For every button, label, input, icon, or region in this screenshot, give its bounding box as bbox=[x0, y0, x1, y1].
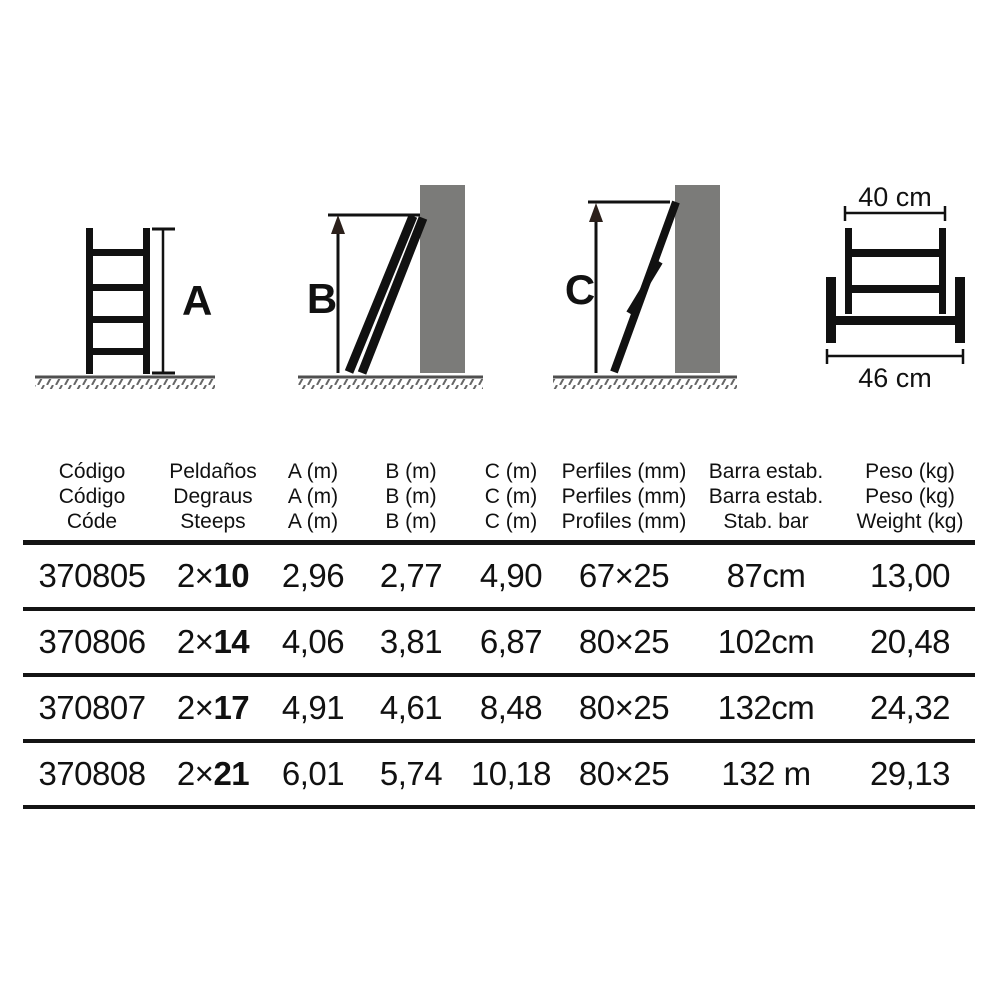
cell-code: 370808 bbox=[38, 755, 146, 792]
top-width-label: 40 cm bbox=[858, 182, 932, 212]
ground-hatching bbox=[553, 377, 737, 389]
cell-code: 370807 bbox=[38, 689, 146, 726]
cell-steps: 2×21 bbox=[176, 755, 250, 792]
table-row bbox=[23, 611, 975, 677]
cell-profiles: 80×25 bbox=[578, 755, 670, 792]
ladder-height-c-diagram bbox=[540, 175, 760, 400]
leaning-ladder-icon bbox=[349, 216, 423, 373]
cell-code: 370805 bbox=[38, 557, 146, 594]
diagram-c-label: C bbox=[564, 266, 596, 313]
cell-a: 2,96 bbox=[281, 557, 345, 594]
ladder-height-b-diagram bbox=[280, 175, 500, 400]
ladder-width-diagram bbox=[800, 175, 985, 400]
ground-hatching bbox=[298, 377, 483, 389]
cell-weight: 20,48 bbox=[869, 623, 951, 660]
cell-stab-bar: 132cm bbox=[717, 689, 815, 726]
wall bbox=[420, 185, 465, 373]
column-header-weight: Peso (kg) Peso (kg) Weight (kg) bbox=[856, 460, 964, 533]
column-header-code: Código Código Códe bbox=[58, 460, 126, 533]
cell-code: 370806 bbox=[38, 623, 146, 660]
column-header-a: A (m) A (m) A (m) bbox=[287, 460, 339, 533]
column-header-stab-bar: Barra estab. Barra estab. Stab. bar bbox=[708, 460, 824, 533]
cell-a: 4,06 bbox=[281, 623, 345, 660]
cell-b: 3,81 bbox=[379, 623, 443, 660]
cell-steps: 2×14 bbox=[176, 623, 250, 660]
cell-c: 6,87 bbox=[479, 623, 543, 660]
cell-stab-bar: 87cm bbox=[726, 557, 806, 594]
cell-b: 2,77 bbox=[379, 557, 443, 594]
diagram-b-label: B bbox=[306, 275, 338, 322]
extended-ladder-icon bbox=[614, 202, 676, 372]
wall bbox=[675, 185, 720, 373]
cell-stab-bar: 132 m bbox=[721, 755, 811, 792]
column-header-c: C (m) C (m) C (m) bbox=[484, 460, 538, 533]
column-header-b: B (m) B (m) B (m) bbox=[385, 460, 437, 533]
cell-profiles: 80×25 bbox=[578, 689, 670, 726]
cell-c: 10,18 bbox=[470, 755, 552, 792]
table-row bbox=[23, 677, 975, 743]
cell-stab-bar: 102cm bbox=[717, 623, 815, 660]
cell-steps: 2×17 bbox=[176, 689, 250, 726]
column-header-profiles: Perfiles (mm) Perfiles (mm) Profiles (mm) bbox=[561, 460, 687, 533]
column-header-steps: Peldaños Degraus Steeps bbox=[169, 460, 257, 533]
cell-weight: 24,32 bbox=[869, 689, 951, 726]
cell-b: 4,61 bbox=[379, 689, 443, 726]
cell-c: 4,90 bbox=[479, 557, 543, 594]
cell-b: 5,74 bbox=[379, 755, 443, 792]
spec-table bbox=[23, 455, 975, 809]
inner-section-icon bbox=[845, 228, 946, 314]
table-row bbox=[23, 743, 975, 809]
cell-profiles: 80×25 bbox=[578, 623, 670, 660]
cell-a: 6,01 bbox=[281, 755, 345, 792]
cell-steps: 2×10 bbox=[176, 557, 250, 594]
bottom-dimension-line bbox=[827, 349, 963, 364]
ground-hatching bbox=[35, 377, 215, 389]
ladder-front-icon bbox=[86, 228, 150, 374]
diagram-a-label: A bbox=[182, 277, 213, 324]
cell-c: 8,48 bbox=[479, 689, 543, 726]
table-row bbox=[23, 545, 975, 611]
ladder-height-a-diagram bbox=[30, 175, 260, 400]
cell-weight: 29,13 bbox=[869, 755, 951, 792]
cell-weight: 13,00 bbox=[869, 557, 951, 594]
cell-a: 4,91 bbox=[281, 689, 345, 726]
table-header-row bbox=[23, 455, 975, 545]
cell-profiles: 67×25 bbox=[578, 557, 670, 594]
bottom-width-label: 46 cm bbox=[858, 363, 932, 393]
dimension-line-a bbox=[152, 229, 175, 374]
